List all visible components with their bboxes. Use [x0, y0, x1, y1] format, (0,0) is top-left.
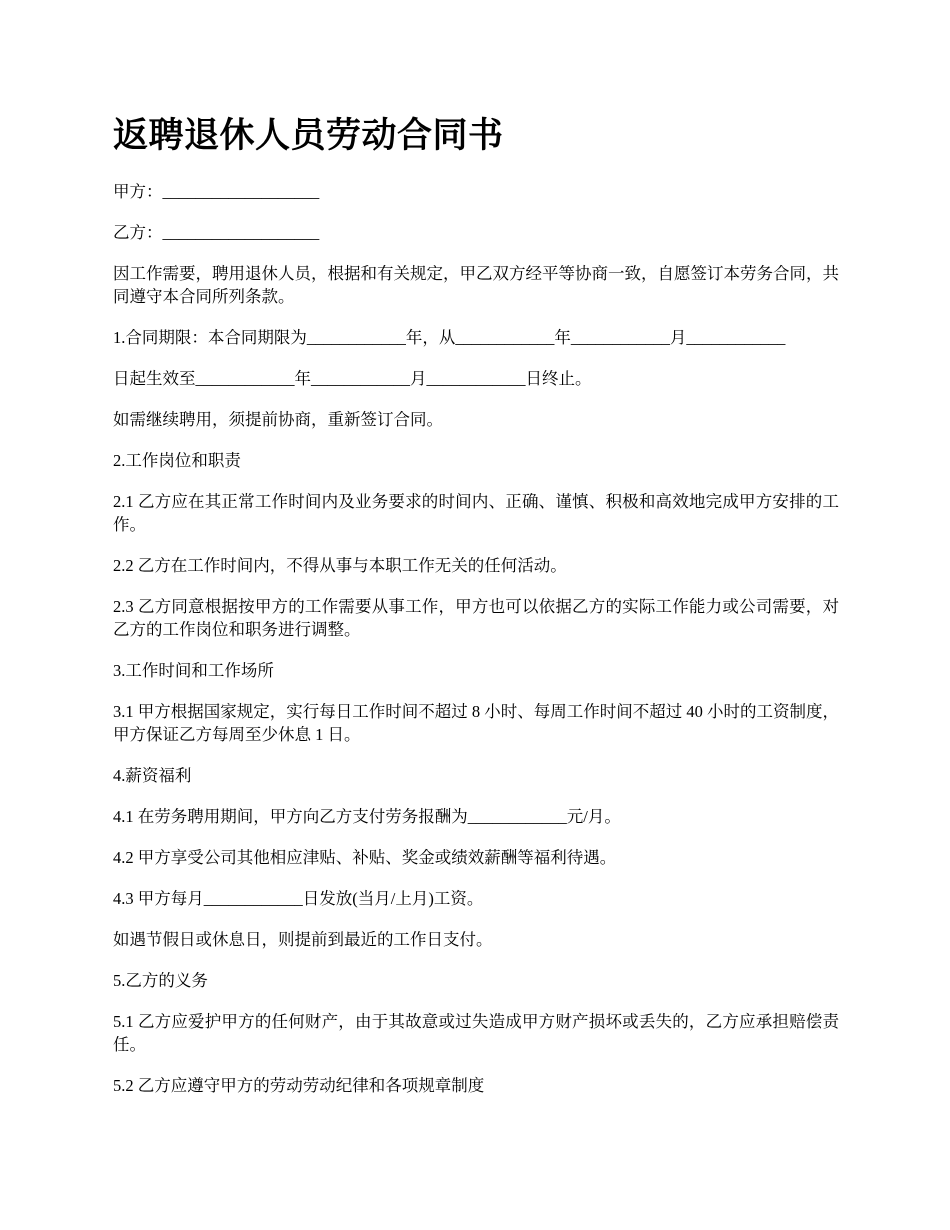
clause-2-3: 2.3 乙方同意根据按甲方的工作需要从事工作，甲方也可以依据乙方的实际工作能力或公司需要，对乙方的工作岗位和职务进行调整。 — [113, 597, 839, 639]
document-page — [113, 112, 839, 1115]
preamble-paragraph: 因工作需要，聘用退休人员，根据和有关规定，甲乙双方经平等协商一致，自愿签订本劳务合同，共同遵守本合同所列条款。 — [113, 264, 839, 306]
party-b-line: 乙方：___________________ — [113, 223, 320, 242]
section-4-heading: 4.薪资福利 — [113, 766, 192, 785]
clause-1-term-end: 日起生效至____________年____________月____________日终止。 — [113, 369, 592, 388]
section-3-heading: 3.工作时间和工作场所 — [113, 661, 274, 680]
clause-4-1: 4.1 在劳务聘用期间，甲方向乙方支付劳务报酬为____________元/月。 — [113, 807, 621, 826]
party-a-line: 甲方：___________________ — [113, 182, 320, 201]
clause-5-1: 5.1 乙方应爱护甲方的任何财产，由于其故意或过失造成甲方财产损坏或丢失的，乙方应承担赔偿责任。 — [113, 1012, 839, 1054]
clause-1-renewal: 如需继续聘用，须提前协商，重新签订合同。 — [113, 410, 443, 429]
clause-1-term: 1.合同期限：本合同期限为____________年，从____________年____________月____________ — [113, 328, 786, 347]
clause-4-2: 4.2 甲方享受公司其他相应津贴、补贴、奖金或绩效薪酬等福利待遇。 — [113, 848, 617, 867]
section-5-heading: 5.乙方的义务 — [113, 971, 208, 990]
clause-2-2: 2.2 乙方在工作时间内，不得从事与本职工作无关的任何活动。 — [113, 556, 567, 575]
clause-5-2: 5.2 乙方应遵守甲方的劳动劳动纪律和各项规章制度 — [113, 1076, 485, 1095]
document-title: 返聘退休人员劳动合同书 — [113, 116, 504, 155]
clause-3-1: 3.1 甲方根据国家规定，实行每日工作时间不超过 8 小时、每周工作时间不超过 40 小时的工资制度，甲方保证乙方每周至少休息 1 日。 — [113, 702, 839, 744]
clause-4-3: 4.3 甲方每月____________日发放(当月/上月)工资。 — [113, 889, 484, 908]
section-2-heading: 2.工作岗位和职责 — [113, 451, 241, 470]
clause-2-1: 2.1 乙方应在其正常工作时间内及业务要求的时间内、正确、谨慎、积极和高效地完成甲方安排的工作。 — [113, 492, 839, 534]
clause-4-holiday: 如遇节假日或休息日，则提前到最近的工作日支付。 — [113, 930, 493, 949]
